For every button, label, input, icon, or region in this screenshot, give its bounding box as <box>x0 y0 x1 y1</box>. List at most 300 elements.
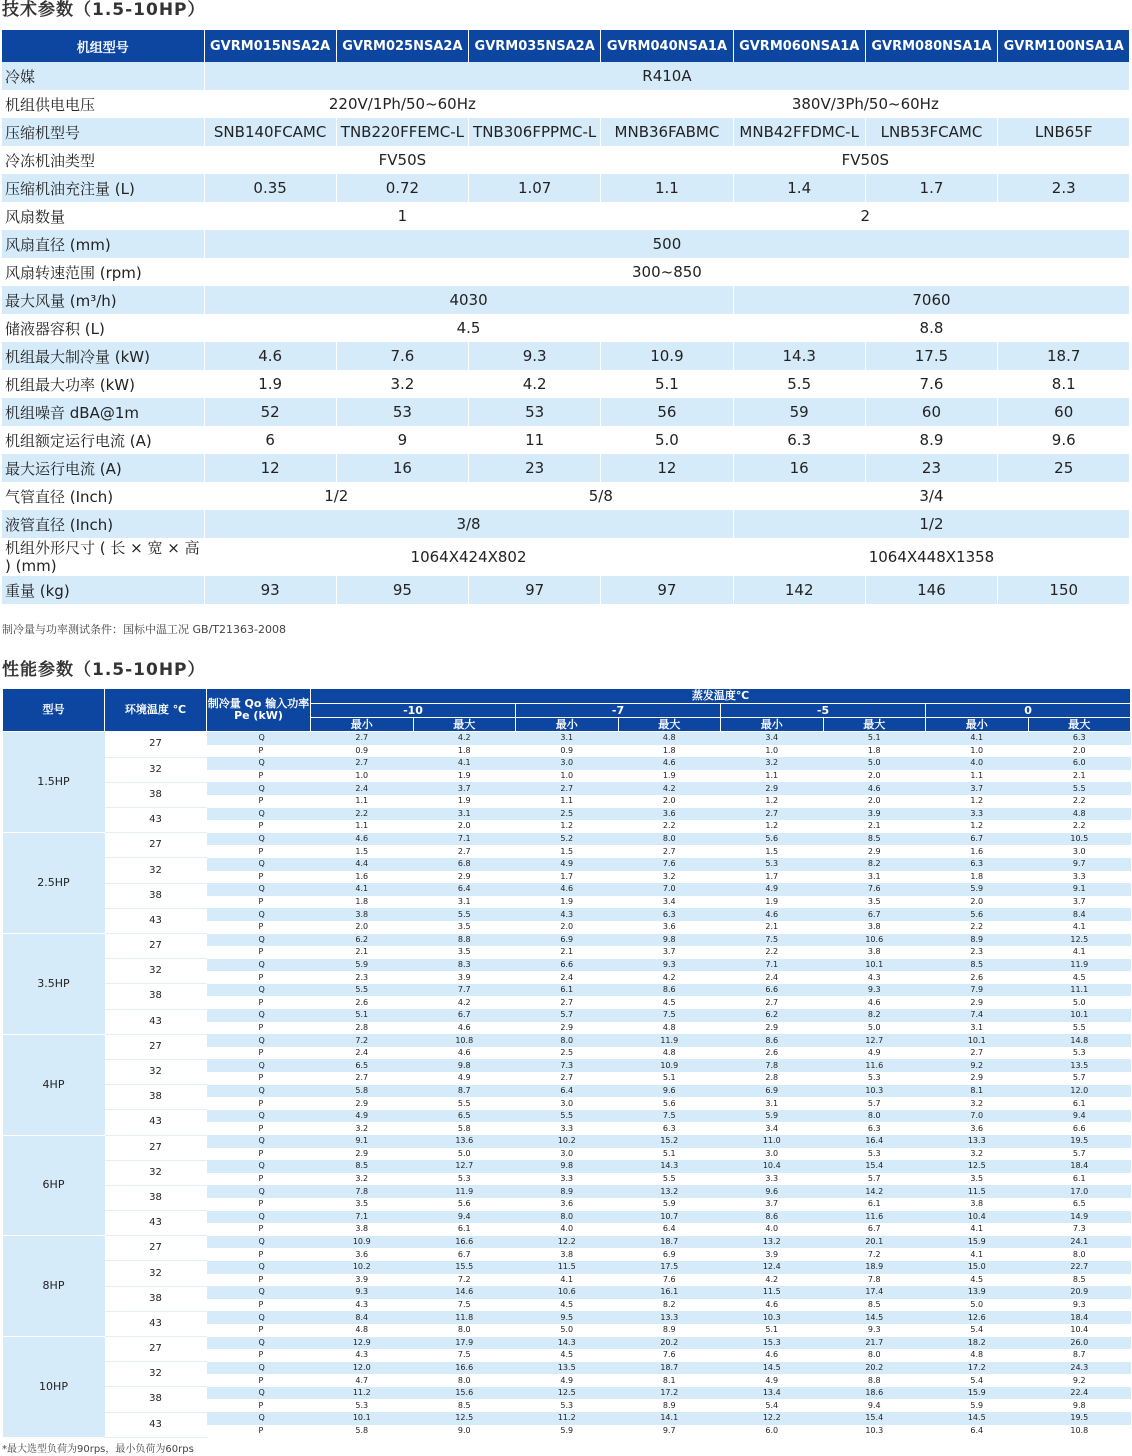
perf-ambient-temp: 27 <box>105 1034 207 1059</box>
spec-row-label: 重量 (kg) <box>2 576 204 604</box>
perf-value: 2.0 <box>618 795 721 808</box>
perf-value: 15.4 <box>823 1160 926 1173</box>
spec-cell: MNB42FFDMC-L <box>733 118 865 146</box>
spec-row-label: 机组供电电压 <box>2 90 204 118</box>
perf-value: 8.1 <box>926 1085 1029 1098</box>
perf-value: 3.2 <box>311 1122 414 1135</box>
perf-value: 5.4 <box>721 1399 824 1412</box>
perf-value: 7.6 <box>823 883 926 896</box>
perf-value: 4.6 <box>413 1047 516 1060</box>
perf-value: 4.6 <box>413 1022 516 1035</box>
perf-value: 12.4 <box>721 1261 824 1274</box>
perf-value: 7.5 <box>721 934 824 947</box>
perf-metric-q: Q <box>207 1286 311 1299</box>
perf-value: 5.0 <box>823 757 926 770</box>
perf-value: 4.5 <box>516 1299 619 1312</box>
perf-value: 1.1 <box>721 770 824 783</box>
perf-value: 4.6 <box>618 757 721 770</box>
perf-value: 12.6 <box>926 1311 1029 1324</box>
perf-value: 8.5 <box>926 959 1029 972</box>
perf-value: 3.0 <box>721 1148 824 1161</box>
perf-value: 9.2 <box>1028 1374 1131 1387</box>
perf-value: 4.6 <box>823 782 926 795</box>
perf-metric-q: Q <box>207 858 311 871</box>
perf-value: 8.5 <box>823 833 926 846</box>
perf-row-q <box>3 883 1131 896</box>
perf-value: 5.6 <box>413 1198 516 1211</box>
spec-cell: FV50S <box>204 146 601 174</box>
perf-value: 9.5 <box>516 1311 619 1324</box>
perf-value: 2.2 <box>618 820 721 833</box>
perf-value: 4.8 <box>618 1047 721 1060</box>
perf-value: 3.7 <box>1028 896 1131 909</box>
spec-cell: FV50S <box>601 146 1130 174</box>
spec-cell: 8.8 <box>733 314 1130 342</box>
perf-value: 5.1 <box>618 1072 721 1085</box>
perf-metric-q: Q <box>207 1387 311 1400</box>
spec-cell: 5.0 <box>601 426 733 454</box>
perf-value: 2.0 <box>311 921 414 934</box>
spec-cell: 53 <box>469 398 601 426</box>
perf-min-header: 最小 <box>516 718 619 732</box>
spec-cell: 2.3 <box>998 174 1130 202</box>
perf-value: 2.9 <box>721 1022 824 1035</box>
perf-value: 4.9 <box>823 1047 926 1060</box>
perf-value: 4.6 <box>516 883 619 896</box>
perf-value: 20.9 <box>1028 1286 1131 1299</box>
spec-row-label: 风扇转速范围 (rpm) <box>2 258 204 286</box>
perf-row-q <box>3 808 1131 821</box>
perf-value: 11.9 <box>618 1034 721 1047</box>
spec-cell: 0.72 <box>336 174 468 202</box>
perf-value: 4.1 <box>1028 921 1131 934</box>
perf-value: 3.6 <box>516 1198 619 1211</box>
perf-value: 4.2 <box>413 732 516 745</box>
perf-value: 4.1 <box>926 732 1029 745</box>
perf-value: 10.7 <box>618 1211 721 1224</box>
perf-row-q <box>3 1009 1131 1022</box>
perf-value: 8.0 <box>413 1374 516 1387</box>
spec-cell: 11 <box>469 426 601 454</box>
perf-section-title: 性能参数（1.5-10HP） <box>2 660 206 680</box>
perf-metric-q: Q <box>207 1236 311 1249</box>
perf-value: 4.1 <box>311 883 414 896</box>
perf-value: 3.8 <box>926 1198 1029 1211</box>
spec-row <box>2 454 1130 482</box>
perf-value: 7.6 <box>618 858 721 871</box>
perf-value: 5.8 <box>413 1122 516 1135</box>
perf-ambient-temp: 27 <box>105 1135 207 1160</box>
perf-value: 10.6 <box>516 1286 619 1299</box>
perf-metric-p: P <box>207 1047 311 1060</box>
perf-value: 18.4 <box>1028 1311 1131 1324</box>
perf-value: 7.2 <box>413 1274 516 1287</box>
perf-metric-p: P <box>207 1022 311 1035</box>
spec-cell: 12 <box>204 454 336 482</box>
perf-value: 2.5 <box>516 808 619 821</box>
perf-value: 5.7 <box>1028 1072 1131 1085</box>
perf-value: 4.9 <box>311 1110 414 1123</box>
perf-metric-p: P <box>207 871 311 884</box>
spec-cell: 4.2 <box>469 370 601 398</box>
perf-row-q <box>3 782 1131 795</box>
perf-value: 4.8 <box>926 1349 1029 1362</box>
perf-metric-q: Q <box>207 1135 311 1148</box>
perf-value: 13.3 <box>926 1135 1029 1148</box>
perf-value: 2.2 <box>721 946 824 959</box>
perf-value: 8.0 <box>618 833 721 846</box>
perf-value: 9.8 <box>618 934 721 947</box>
perf-header-ambient: 环境温度 ℃ <box>105 689 207 732</box>
perf-value: 13.4 <box>721 1387 824 1400</box>
perf-value: 2.7 <box>516 782 619 795</box>
perf-value: 9.2 <box>926 1059 1029 1072</box>
perf-value: 2.1 <box>1028 770 1131 783</box>
perf-value: 2.5 <box>516 1047 619 1060</box>
perf-value: 5.3 <box>721 858 824 871</box>
perf-value: 7.5 <box>413 1349 516 1362</box>
perf-value: 4.1 <box>516 1274 619 1287</box>
perf-metric-q: Q <box>207 1009 311 1022</box>
perf-value: 7.8 <box>311 1185 414 1198</box>
perf-value: 11.6 <box>823 1059 926 1072</box>
perf-value: 1.8 <box>823 745 926 758</box>
perf-value: 18.7 <box>618 1362 721 1375</box>
perf-value: 2.4 <box>516 971 619 984</box>
perf-value: 4.4 <box>311 858 414 871</box>
perf-value: 11.0 <box>721 1135 824 1148</box>
perf-value: 2.4 <box>721 971 824 984</box>
spec-model-header: GVRM015NSA2A <box>204 30 336 62</box>
perf-value: 8.6 <box>721 1211 824 1224</box>
perf-min-header: 最小 <box>721 718 824 732</box>
perf-metric-q: Q <box>207 883 311 896</box>
perf-metric-q: Q <box>207 1362 311 1375</box>
perf-value: 3.7 <box>721 1198 824 1211</box>
perf-value: 7.0 <box>618 883 721 896</box>
perf-value: 6.3 <box>618 1122 721 1135</box>
perf-value: 1.9 <box>721 896 824 909</box>
perf-evap-temp: -10 <box>311 704 516 718</box>
perf-value: 10.3 <box>823 1425 926 1438</box>
perf-row-q <box>3 1059 1131 1072</box>
perf-value: 1.1 <box>516 795 619 808</box>
perf-header-model: 型号 <box>3 689 105 732</box>
perf-value: 2.2 <box>1028 820 1131 833</box>
perf-value: 14.1 <box>618 1412 721 1425</box>
perf-value: 2.9 <box>413 871 516 884</box>
perf-value: 1.0 <box>721 745 824 758</box>
spec-row <box>2 146 1130 174</box>
perf-value: 5.6 <box>618 1097 721 1110</box>
perf-value: 5.9 <box>618 1198 721 1211</box>
perf-row-q <box>3 858 1131 871</box>
perf-value: 17.2 <box>618 1387 721 1400</box>
spec-cell: 380V/3Ph/50~60Hz <box>601 90 1130 118</box>
perf-value: 3.8 <box>823 946 926 959</box>
spec-row-label: 冷冻机油类型 <box>2 146 204 174</box>
perf-value: 7.3 <box>1028 1223 1131 1236</box>
perf-value: 2.1 <box>823 820 926 833</box>
perf-value: 3.0 <box>516 1148 619 1161</box>
perf-value: 3.2 <box>721 757 824 770</box>
spec-cell: 3/8 <box>204 510 733 538</box>
perf-metric-q: Q <box>207 1110 311 1123</box>
perf-value: 5.1 <box>721 1324 824 1337</box>
spec-row-label: 压缩机型号 <box>2 118 204 146</box>
perf-value: 3.5 <box>413 921 516 934</box>
perf-value: 4.3 <box>311 1299 414 1312</box>
perf-value: 10.1 <box>1028 1009 1131 1022</box>
perf-value: 7.4 <box>926 1009 1029 1022</box>
perf-value: 5.6 <box>926 908 1029 921</box>
perf-value: 5.1 <box>618 1148 721 1161</box>
perf-value: 9.1 <box>311 1135 414 1148</box>
spec-row <box>2 538 1130 576</box>
perf-value: 8.7 <box>413 1085 516 1098</box>
perf-value: 5.0 <box>823 1022 926 1035</box>
perf-metric-q: Q <box>207 934 311 947</box>
perf-value: 6.9 <box>721 1085 824 1098</box>
perf-metric-p: P <box>207 770 311 783</box>
perf-value: 0.9 <box>516 745 619 758</box>
perf-value: 4.1 <box>413 757 516 770</box>
perf-value: 1.6 <box>311 871 414 884</box>
perf-value: 9.3 <box>311 1286 414 1299</box>
spec-cell: 0.35 <box>204 174 336 202</box>
perf-row-q <box>3 1412 1131 1425</box>
perf-value: 2.7 <box>516 1072 619 1085</box>
perf-value: 14.9 <box>1028 1211 1131 1224</box>
perf-value: 8.0 <box>823 1349 926 1362</box>
perf-value: 5.0 <box>413 1148 516 1161</box>
perf-value: 11.1 <box>1028 984 1131 997</box>
perf-value: 5.5 <box>618 1173 721 1186</box>
perf-value: 2.7 <box>926 1047 1029 1060</box>
perf-value: 2.7 <box>721 996 824 1009</box>
perf-value: 22.4 <box>1028 1387 1131 1400</box>
perf-metric-p: P <box>207 1198 311 1211</box>
spec-cell: TNB220FFEMC-L <box>336 118 468 146</box>
perf-value: 4.3 <box>516 908 619 921</box>
perf-value: 11.8 <box>413 1311 516 1324</box>
perf-ambient-temp: 43 <box>105 1211 207 1236</box>
perf-value: 11.5 <box>516 1261 619 1274</box>
spec-row <box>2 174 1130 202</box>
spec-cell: 6 <box>204 426 336 454</box>
perf-value: 5.1 <box>311 1009 414 1022</box>
perf-value: 3.8 <box>311 908 414 921</box>
perf-value: 13.9 <box>926 1286 1029 1299</box>
perf-value: 4.9 <box>721 1374 824 1387</box>
spec-cell: 12 <box>601 454 733 482</box>
perf-value: 5.5 <box>311 984 414 997</box>
perf-value: 15.9 <box>926 1236 1029 1249</box>
perf-value: 3.1 <box>926 1022 1029 1035</box>
spec-cell: 53 <box>336 398 468 426</box>
perf-header-evap: 蒸发温度℃ <box>311 689 1131 704</box>
perf-value: 1.9 <box>516 896 619 909</box>
perf-value: 8.5 <box>311 1160 414 1173</box>
spec-cell: 150 <box>998 576 1130 604</box>
perf-value: 10.2 <box>311 1261 414 1274</box>
perf-value: 10.1 <box>926 1034 1029 1047</box>
perf-value: 10.8 <box>413 1034 516 1047</box>
perf-value: 19.5 <box>1028 1412 1131 1425</box>
perf-metric-q: Q <box>207 1085 311 1098</box>
perf-value: 2.7 <box>311 757 414 770</box>
perf-value: 2.9 <box>516 1022 619 1035</box>
perf-value: 5.3 <box>311 1399 414 1412</box>
perf-value: 10.5 <box>1028 833 1131 846</box>
perf-value: 1.2 <box>721 795 824 808</box>
perf-metric-p: P <box>207 1274 311 1287</box>
spec-cell: 93 <box>204 576 336 604</box>
perf-row-q <box>3 1236 1131 1249</box>
perf-value: 1.6 <box>926 845 1029 858</box>
perf-value: 2.1 <box>721 921 824 934</box>
perf-value: 10.9 <box>618 1059 721 1072</box>
perf-value: 9.4 <box>823 1399 926 1412</box>
perf-value: 5.8 <box>311 1085 414 1098</box>
perf-value: 9.8 <box>1028 1399 1131 1412</box>
perf-model: 8HP <box>3 1236 105 1337</box>
perf-value: 2.1 <box>516 946 619 959</box>
perf-metric-p: P <box>207 1399 311 1412</box>
perf-value: 6.4 <box>926 1425 1029 1438</box>
perf-value: 7.9 <box>926 984 1029 997</box>
spec-cell: 220V/1Ph/50~60Hz <box>204 90 601 118</box>
perf-metric-q: Q <box>207 833 311 846</box>
perf-ambient-temp: 43 <box>105 1412 207 1437</box>
perf-value: 3.2 <box>311 1173 414 1186</box>
spec-cell: 60 <box>998 398 1130 426</box>
perf-metric-q: Q <box>207 1337 311 1350</box>
perf-value: 16.6 <box>413 1362 516 1375</box>
spec-cell: 9.6 <box>998 426 1130 454</box>
perf-value: 1.8 <box>413 745 516 758</box>
perf-value: 6.4 <box>413 883 516 896</box>
perf-value: 3.1 <box>413 808 516 821</box>
perf-value: 8.5 <box>823 1299 926 1312</box>
perf-value: 8.9 <box>618 1399 721 1412</box>
perf-min-header: 最小 <box>926 718 1029 732</box>
perf-ambient-temp: 32 <box>105 1059 207 1084</box>
perf-row-q <box>3 1387 1131 1400</box>
perf-value: 2.7 <box>516 996 619 1009</box>
perf-value: 8.4 <box>1028 908 1131 921</box>
perf-value: 9.7 <box>618 1425 721 1438</box>
spec-cell: 52 <box>204 398 336 426</box>
perf-value: 2.9 <box>721 782 824 795</box>
perf-value: 7.5 <box>618 1110 721 1123</box>
perf-value: 12.0 <box>311 1362 414 1375</box>
perf-metric-q: Q <box>207 984 311 997</box>
perf-value: 4.5 <box>516 1349 619 1362</box>
perf-value: 6.2 <box>721 1009 824 1022</box>
perf-value: 4.9 <box>516 858 619 871</box>
perf-value: 2.8 <box>311 1022 414 1035</box>
perf-value: 5.0 <box>926 1299 1029 1312</box>
perf-value: 12.9 <box>311 1337 414 1350</box>
perf-value: 9.3 <box>1028 1299 1131 1312</box>
perf-value: 4.6 <box>721 1299 824 1312</box>
perf-value: 7.8 <box>721 1059 824 1072</box>
perf-min-header: 最小 <box>311 718 414 732</box>
perf-max-header: 最大 <box>823 718 926 732</box>
perf-value: 13.6 <box>413 1135 516 1148</box>
perf-metric-p: P <box>207 1324 311 1337</box>
spec-cell: 97 <box>601 576 733 604</box>
spec-cell: 7.6 <box>865 370 997 398</box>
perf-value: 4.6 <box>823 996 926 1009</box>
spec-row-label: 液管直径 (Inch) <box>2 510 204 538</box>
perf-value: 3.7 <box>413 782 516 795</box>
perf-ambient-temp: 38 <box>105 883 207 908</box>
spec-cell: TNB306FPPMC-L <box>469 118 601 146</box>
perf-ambient-temp: 38 <box>105 984 207 1009</box>
perf-value: 2.2 <box>926 921 1029 934</box>
perf-value: 6.4 <box>516 1085 619 1098</box>
perf-metric-p: P <box>207 745 311 758</box>
perf-value: 4.8 <box>618 732 721 745</box>
perf-value: 3.1 <box>516 732 619 745</box>
perf-value: 6.3 <box>926 858 1029 871</box>
perf-value: 3.3 <box>1028 871 1131 884</box>
perf-metric-p: P <box>207 921 311 934</box>
perf-value: 5.1 <box>823 732 926 745</box>
perf-value: 3.4 <box>721 1122 824 1135</box>
perf-value: 6.1 <box>823 1198 926 1211</box>
perf-value: 8.6 <box>721 1034 824 1047</box>
perf-value: 3.3 <box>721 1173 824 1186</box>
perf-value: 2.3 <box>926 946 1029 959</box>
perf-value: 7.1 <box>721 959 824 972</box>
spec-row <box>2 62 1130 90</box>
perf-value: 3.0 <box>1028 845 1131 858</box>
perf-value: 15.4 <box>823 1412 926 1425</box>
perf-value: 7.7 <box>413 984 516 997</box>
spec-cell: 1.4 <box>733 174 865 202</box>
perf-value: 3.5 <box>926 1173 1029 1186</box>
perf-model: 2.5HP <box>3 833 105 934</box>
perf-value: 6.1 <box>1028 1097 1131 1110</box>
perf-value: 6.6 <box>516 959 619 972</box>
perf-metric-p: P <box>207 1425 311 1438</box>
perf-row-q <box>3 1160 1131 1173</box>
spec-cell: 2 <box>601 202 1130 230</box>
spec-cell: 17.5 <box>865 342 997 370</box>
perf-value: 4.7 <box>311 1374 414 1387</box>
perf-value: 4.3 <box>823 971 926 984</box>
perf-value: 5.0 <box>1028 996 1131 1009</box>
perf-ambient-temp: 32 <box>105 959 207 984</box>
perf-value: 13.2 <box>618 1185 721 1198</box>
perf-value: 13.5 <box>516 1362 619 1375</box>
perf-value: 1.8 <box>926 871 1029 884</box>
perf-value: 16.4 <box>823 1135 926 1148</box>
perf-value: 14.2 <box>823 1185 926 1198</box>
perf-value: 7.3 <box>516 1059 619 1072</box>
perf-metric-p: P <box>207 896 311 909</box>
perf-value: 26.0 <box>1028 1337 1131 1350</box>
spec-cell: 142 <box>733 576 865 604</box>
spec-cell: 300~850 <box>204 258 1130 286</box>
perf-value: 17.2 <box>926 1362 1029 1375</box>
perf-value: 7.6 <box>618 1274 721 1287</box>
spec-cell: LNB65F <box>998 118 1130 146</box>
perf-value: 8.2 <box>823 1009 926 1022</box>
